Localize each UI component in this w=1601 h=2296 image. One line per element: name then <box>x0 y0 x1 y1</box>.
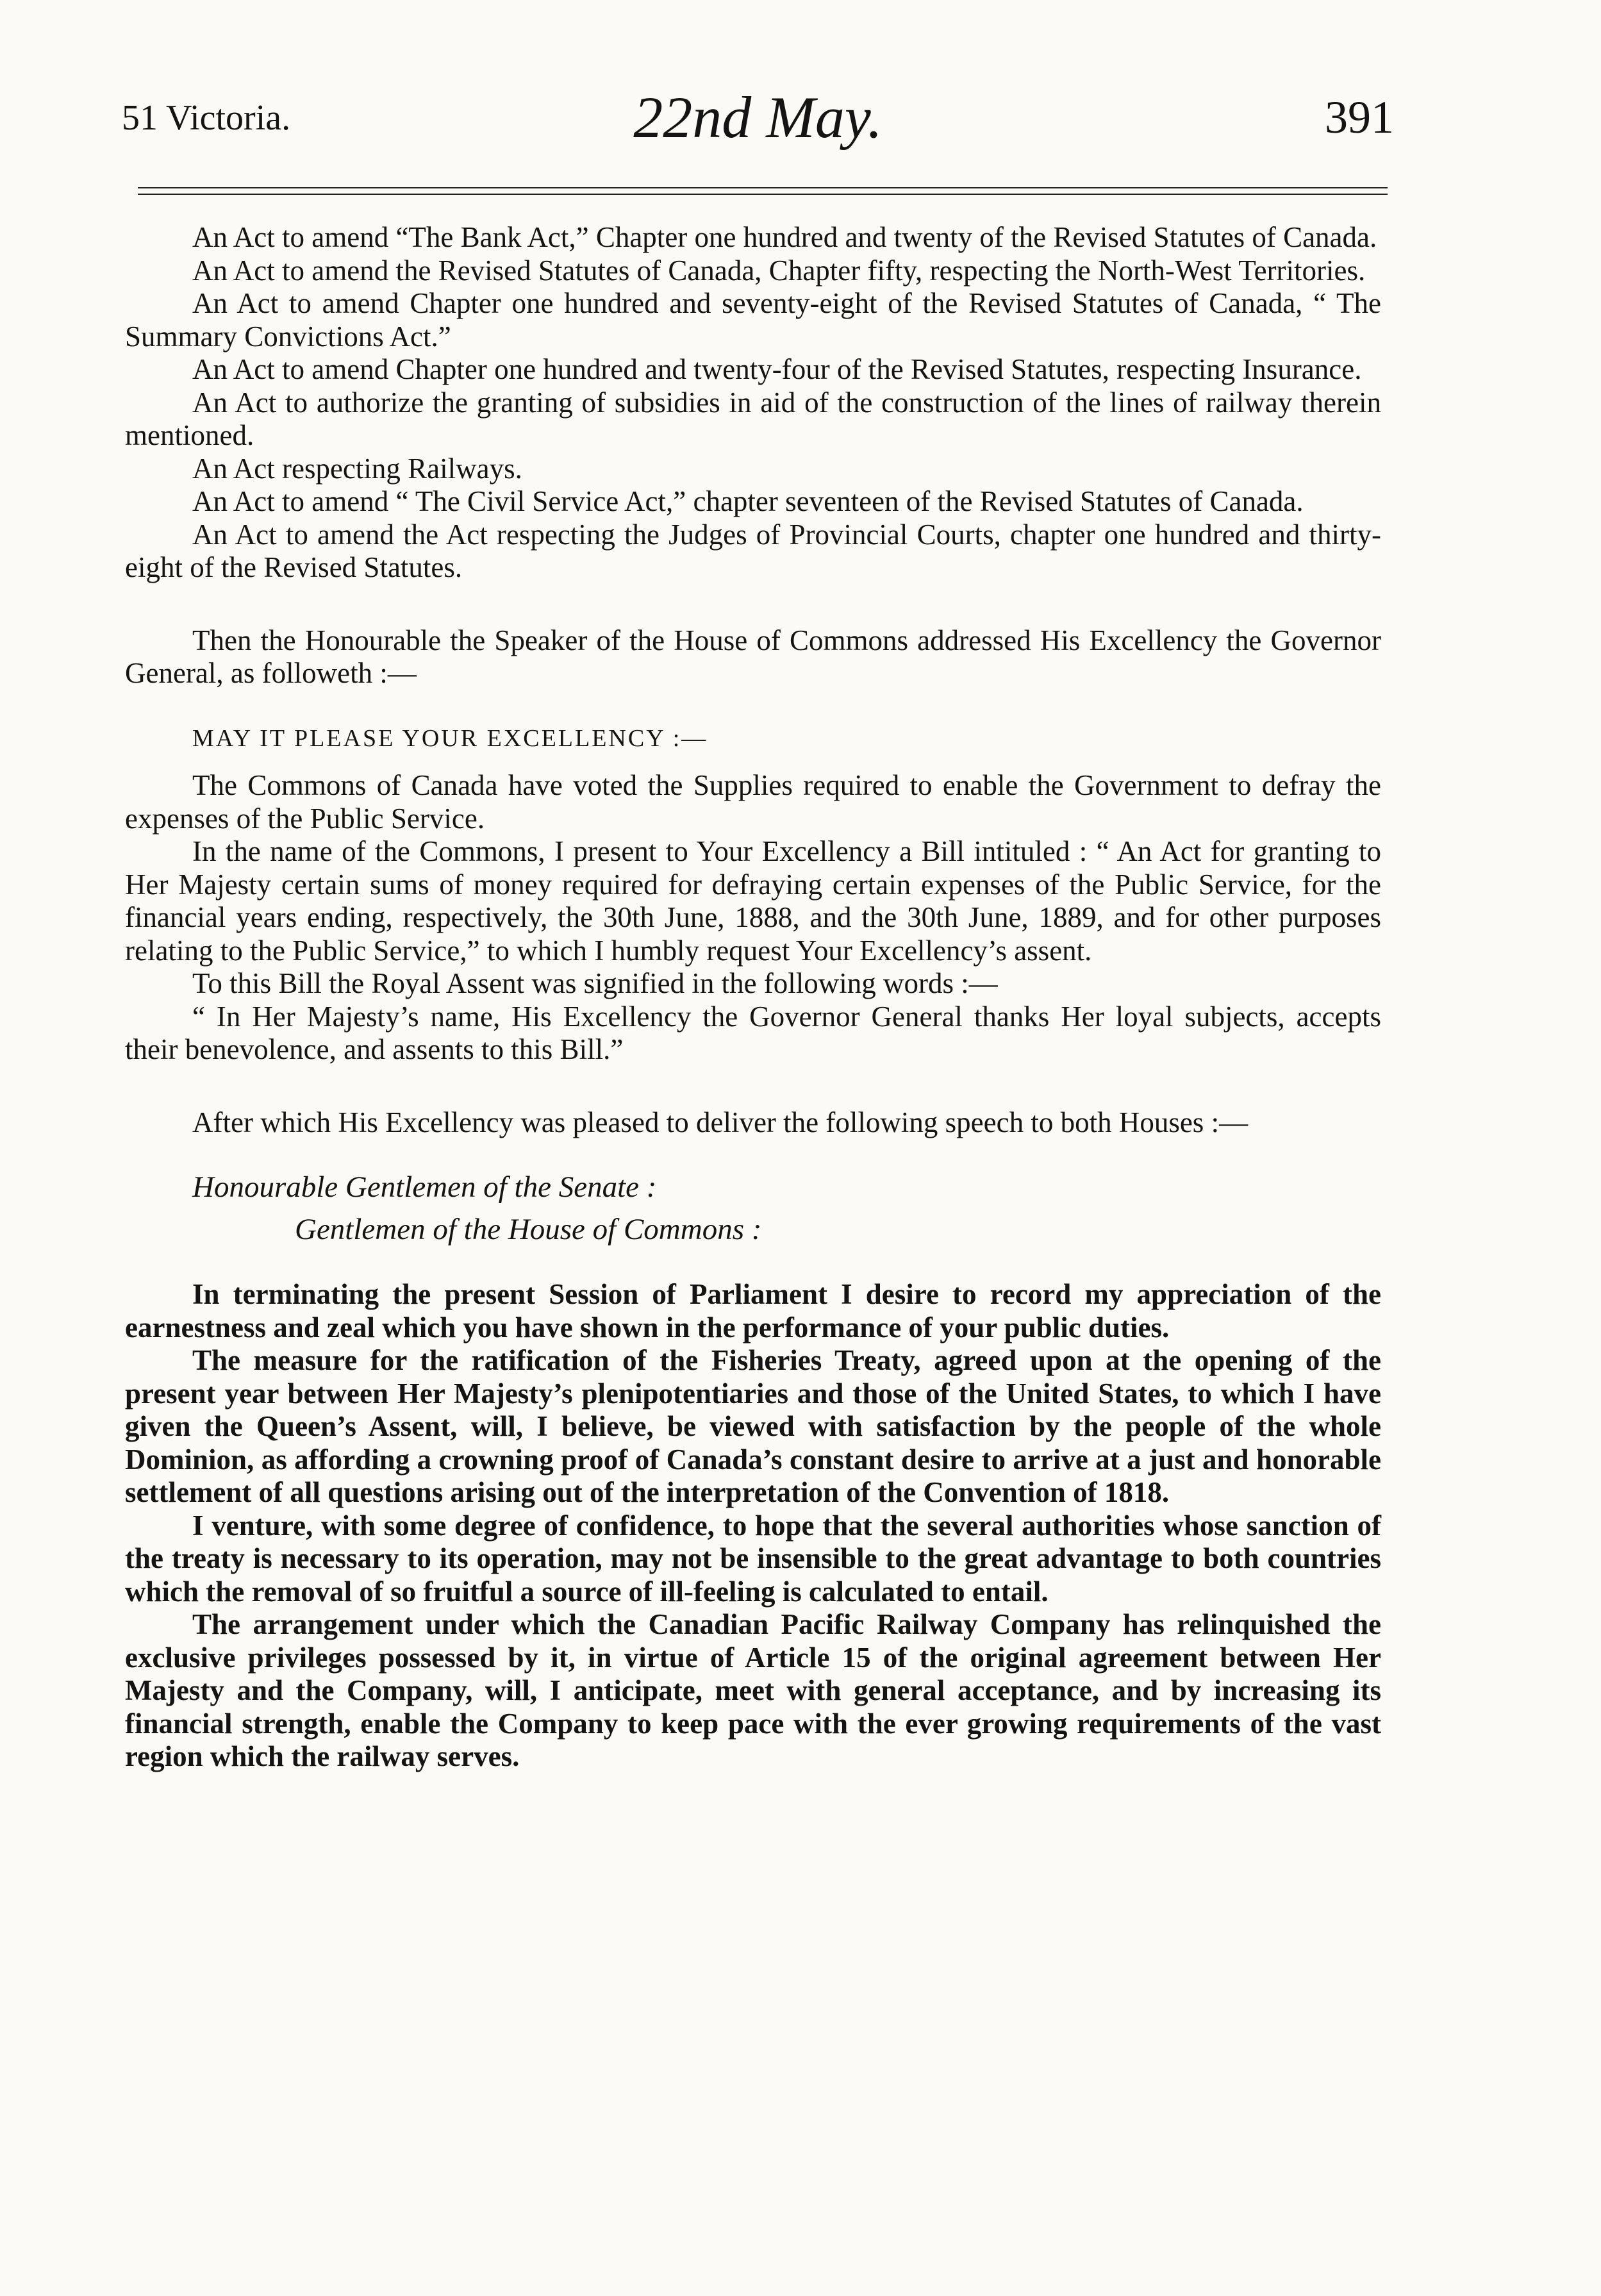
address-paragraph: In the name of the Commons, I present to Your Excellency a Bill intituled : “ An Act for granting to Her Majesty certain sums of money required for defraying certain expenses of the Public Service, for the financial years ending, respectively, the 30th June, 1888, and the 30th June, 1889, and for other purposes relating to the Public Service,” to which I humbly request Your Excellency’s assent. <box>125 835 1381 967</box>
commons-address <box>125 769 1381 1067</box>
act-item: An Act to amend Chapter one hundred and seventy-eight of the Revised Statutes of Canada, “ The Summary Convictions Act.” <box>125 287 1381 353</box>
page-body <box>125 221 1381 1774</box>
page-number: 391 <box>1325 92 1394 143</box>
act-item: An Act to amend Chapter one hundred and twenty-four of the Revised Statutes, respecting Insurance. <box>192 353 1362 385</box>
header-rule <box>138 187 1388 195</box>
speech-paragraph: The measure for the ratification of the Fisheries Treaty, agreed upon at the opening of the present year between Her Majesty’s plenipotentiaries and those of the United States, to which I have given the Queen’s Assent, will, I believe, be viewed with satisfaction by the people of the whole Dominion, as affording a crowning proof of Canada’s constant desire to arrive at a just and honorable settlement of all questions arising out of the interpretation of the Convention of 1818. <box>125 1344 1381 1508</box>
address-paragraph: To this Bill the Royal Assent was signified in the following words :— <box>192 967 998 999</box>
governor-speech <box>125 1278 1381 1774</box>
address-paragraph: The Commons of Canada have voted the Supplies required to enable the Government to defray the expenses of the Public Service. <box>125 769 1381 835</box>
speech-paragraph: The arrangement under which the Canadian Pacific Railway Company has relinquished the exclusive privileges possessed by it, in virtue of Article 15 of the original agreement between Her Majesty and the Company, will, I anticipate, meet with general acceptance, and by increasing its financial strength, enable the Company to keep pace with the ever growing requirements of the vast region which the railway serves. <box>125 1608 1381 1772</box>
address-paragraph: “ In Her Majesty’s name, His Excellency the Governor General thanks Her loyal subjects, accepts their benevolence, and assents to this Bill.” <box>125 1000 1381 1065</box>
salutation-commons: Gentlemen of the House of Commons : <box>295 1212 762 1246</box>
date-title: 22nd May. <box>633 85 883 150</box>
act-item: An Act to authorize the granting of subsidies in aid of the construction of the lines of railway therein mentioned. <box>125 386 1381 451</box>
speaker-intro: Then the Honourable the Speaker of the House of Commons addressed His Excellency the Governor General, as followeth :— <box>125 624 1381 689</box>
act-item: An Act to amend “The Bank Act,” Chapter one hundred and twenty of the Revised Statutes of Canada. <box>192 221 1377 253</box>
act-item: An Act to amend the Act respecting the Judges of Provincial Courts, chapter one hundred and thirty-eight of the Revised Statutes. <box>125 518 1381 583</box>
act-item: An Act respecting Railways. <box>192 452 522 485</box>
salutation-senate: Honourable Gentlemen of the Senate : <box>192 1170 657 1204</box>
act-item: An Act to amend “ The Civil Service Act,” chapter seventeen of the Revised Statutes of Canada. <box>192 485 1304 517</box>
act-item: An Act to amend the Revised Statutes of Canada, Chapter fifty, respecting the North-West Territories. <box>192 254 1366 287</box>
address-heading: MAY IT PLEASE YOUR EXCELLENCY :— <box>192 724 708 752</box>
speech-intro: After which His Excellency was pleased to deliver the following speech to both Houses :— <box>192 1106 1248 1138</box>
page-header <box>122 83 1394 154</box>
speech-paragraph: In terminating the present Session of Parliament I desire to record my appreciation of the earnestness and zeal which you have shown in the performance of your public duties. <box>125 1278 1381 1343</box>
session-label: 51 Victoria. <box>122 98 291 138</box>
speech-paragraph: I venture, with some degree of confidence, to hope that the several authorities whose sanction of the treaty is necessary to its operation, may not be insensible to the great advantage to both countries which the removal of so fruitful a source of ill-feeling is calculated to entail. <box>125 1509 1381 1608</box>
acts-list <box>125 221 1381 585</box>
